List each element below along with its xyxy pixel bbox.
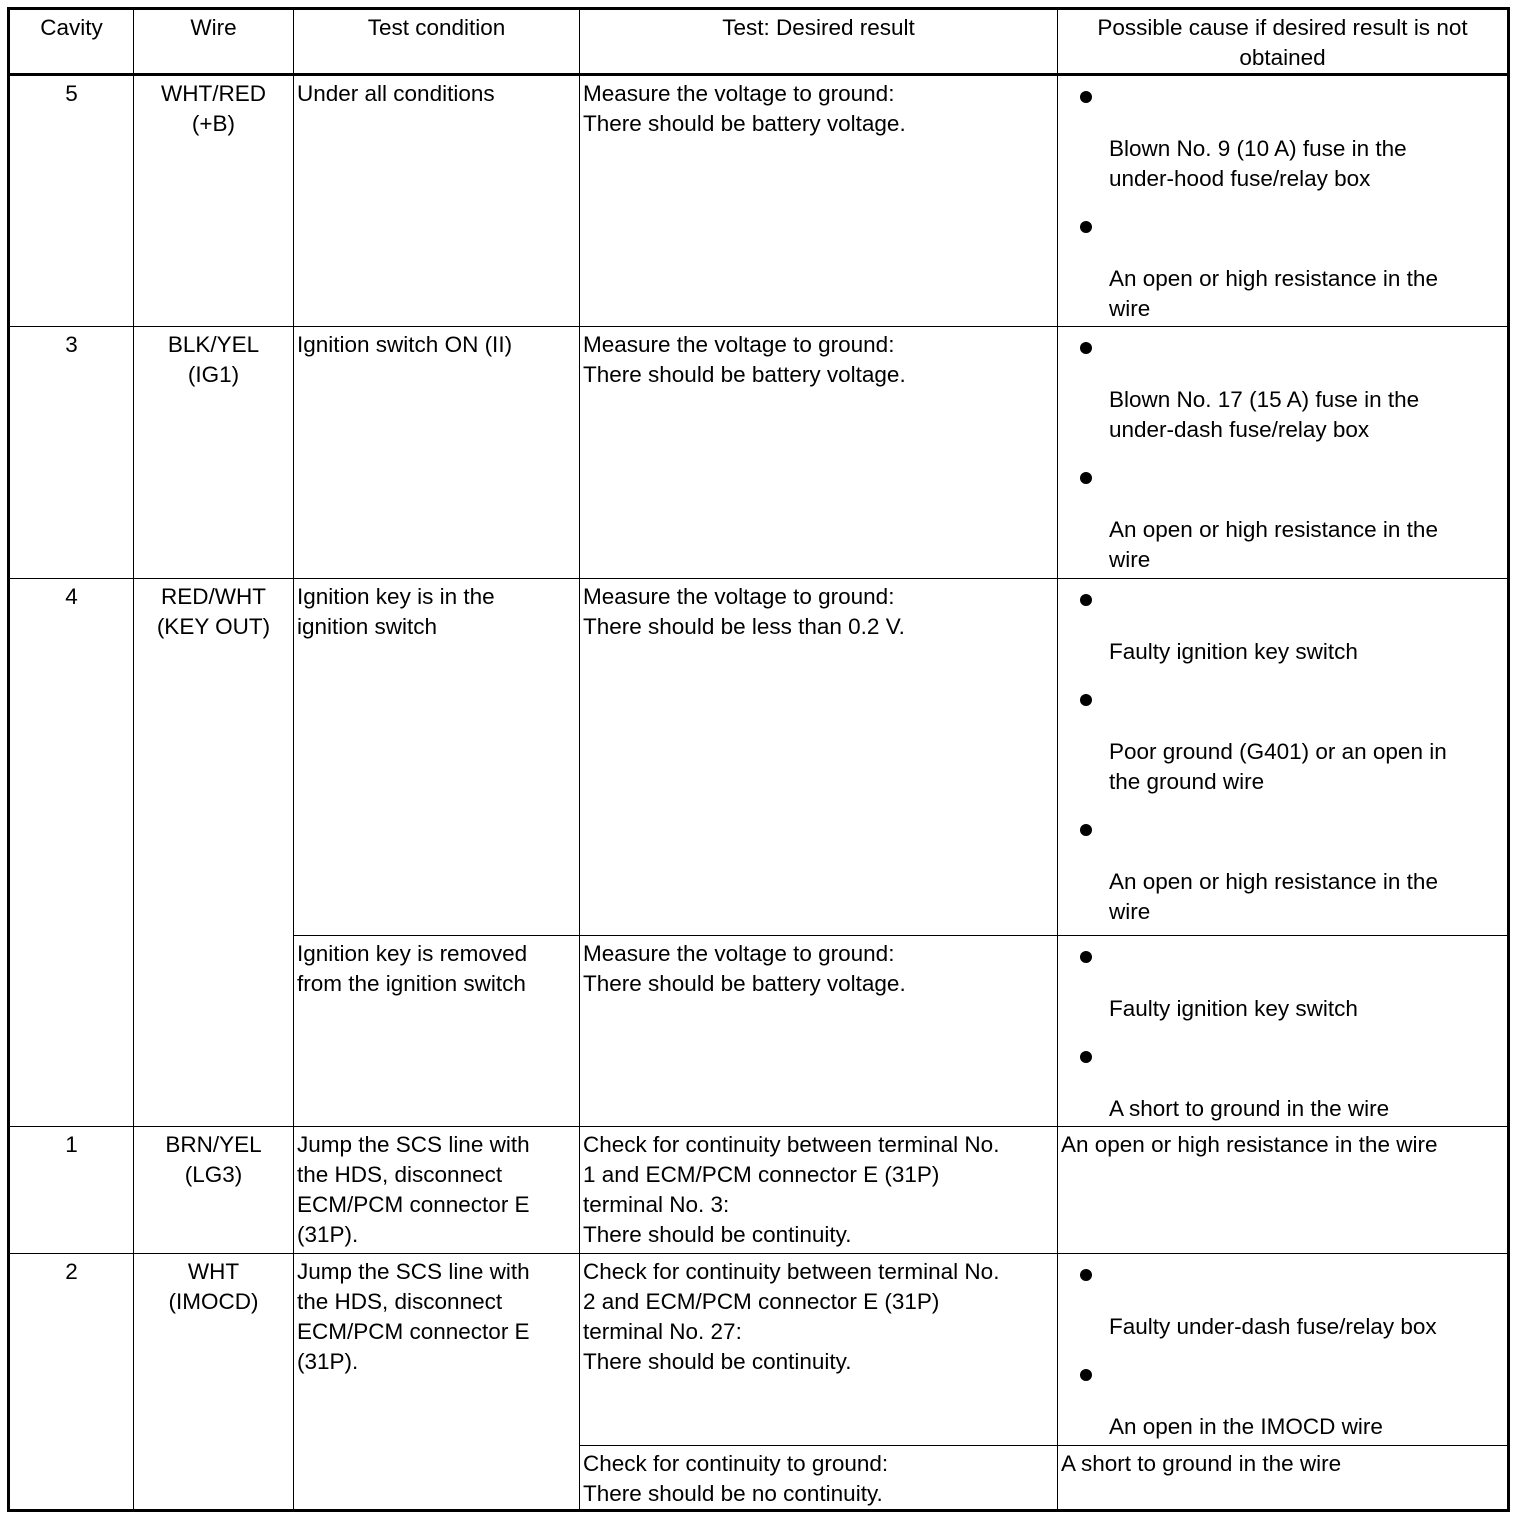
wire-cell: RED/WHT (KEY OUT) bbox=[134, 579, 294, 1127]
bullet-icon bbox=[1080, 1269, 1092, 1281]
result-cell: Check for continuity to ground: There should be no continuity. bbox=[580, 1446, 1058, 1511]
header-possible-cause: Possible cause if desired result is not obtained bbox=[1058, 9, 1509, 75]
cavity-cell: 5 bbox=[9, 75, 134, 327]
list-item: Faulty under-dash fuse/relay box bbox=[1061, 1257, 1504, 1342]
bullet-icon bbox=[1080, 472, 1092, 484]
condition-cell: Ignition key is removed from the ignition switch bbox=[294, 936, 580, 1127]
cause-cell bbox=[1058, 75, 1509, 327]
list-item: Blown No. 17 (15 A) fuse in the under-dash fuse/relay box bbox=[1061, 330, 1504, 445]
wire-cell: WHT/RED (+B) bbox=[134, 75, 294, 327]
header-desired-result: Test: Desired result bbox=[580, 9, 1058, 75]
connector-test-table bbox=[7, 7, 1510, 1512]
bullet-icon bbox=[1080, 1051, 1092, 1063]
list-item: Faulty ignition key switch bbox=[1061, 582, 1504, 667]
condition-cell: Jump the SCS line with the HDS, disconnect ECM/PCM connector E (31P). bbox=[294, 1254, 580, 1511]
cavity-cell: 4 bbox=[9, 579, 134, 1127]
condition-cell: Jump the SCS line with the HDS, disconnect ECM/PCM connector E (31P). bbox=[294, 1127, 580, 1254]
wire-cell: BLK/YEL (IG1) bbox=[134, 327, 294, 579]
bullet-icon bbox=[1080, 594, 1092, 606]
cause-cell bbox=[1058, 579, 1509, 936]
cause-cell: An open or high resistance in the wire bbox=[1058, 1127, 1509, 1254]
bullet-icon bbox=[1080, 221, 1092, 233]
table-row bbox=[9, 1127, 1509, 1254]
header-cavity: Cavity bbox=[9, 9, 134, 75]
condition-cell: Ignition switch ON (II) bbox=[294, 327, 580, 579]
result-cell: Measure the voltage to ground: There should be less than 0.2 V. bbox=[580, 579, 1058, 936]
cavity-cell: 3 bbox=[9, 327, 134, 579]
bullet-icon bbox=[1080, 91, 1092, 103]
cavity-cell: 2 bbox=[9, 1254, 134, 1511]
list-item: A short to ground in the wire bbox=[1061, 1039, 1504, 1124]
cause-list bbox=[1061, 582, 1504, 927]
result-cell: Measure the voltage to ground: There should be battery voltage. bbox=[580, 327, 1058, 579]
list-item: Faulty ignition key switch bbox=[1061, 939, 1504, 1024]
result-cell: Measure the voltage to ground: There should be battery voltage. bbox=[580, 75, 1058, 327]
cause-list bbox=[1061, 939, 1504, 1124]
cause-cell bbox=[1058, 327, 1509, 579]
cause-cell: A short to ground in the wire bbox=[1058, 1446, 1509, 1511]
bullet-icon bbox=[1080, 1369, 1092, 1381]
condition-cell: Ignition key is in the ignition switch bbox=[294, 579, 580, 936]
wire-cell: BRN/YEL (LG3) bbox=[134, 1127, 294, 1254]
cause-list bbox=[1061, 1257, 1504, 1442]
cavity-cell: 1 bbox=[9, 1127, 134, 1254]
cause-cell bbox=[1058, 936, 1509, 1127]
table-row bbox=[9, 1254, 1509, 1446]
cause-list bbox=[1061, 330, 1504, 575]
bullet-icon bbox=[1080, 824, 1092, 836]
header-wire: Wire bbox=[134, 9, 294, 75]
result-cell: Check for continuity between terminal No. 1 and ECM/PCM connector E (31P) terminal No. 3: There should be continuity. bbox=[580, 1127, 1058, 1254]
bullet-icon bbox=[1080, 951, 1092, 963]
list-item: Poor ground (G401) or an open in the ground wire bbox=[1061, 682, 1504, 797]
table-row bbox=[9, 75, 1509, 327]
table-row bbox=[9, 579, 1509, 936]
cause-list bbox=[1061, 79, 1504, 324]
list-item: An open or high resistance in the wire bbox=[1061, 209, 1504, 324]
result-cell: Measure the voltage to ground: There should be battery voltage. bbox=[580, 936, 1058, 1127]
result-cell: Check for continuity between terminal No. 2 and ECM/PCM connector E (31P) terminal No. 27: There should be continuity. bbox=[580, 1254, 1058, 1446]
list-item: Blown No. 9 (10 A) fuse in the under-hood fuse/relay box bbox=[1061, 79, 1504, 194]
wire-cell: WHT (IMOCD) bbox=[134, 1254, 294, 1511]
table-row bbox=[9, 327, 1509, 579]
header-row bbox=[9, 9, 1509, 75]
cause-cell bbox=[1058, 1254, 1509, 1446]
condition-cell: Under all conditions bbox=[294, 75, 580, 327]
bullet-icon bbox=[1080, 342, 1092, 354]
list-item: An open or high resistance in the wire bbox=[1061, 460, 1504, 575]
bullet-icon bbox=[1080, 694, 1092, 706]
header-test-condition: Test condition bbox=[294, 9, 580, 75]
list-item: An open in the IMOCD wire bbox=[1061, 1357, 1504, 1442]
list-item: An open or high resistance in the wire bbox=[1061, 812, 1504, 927]
